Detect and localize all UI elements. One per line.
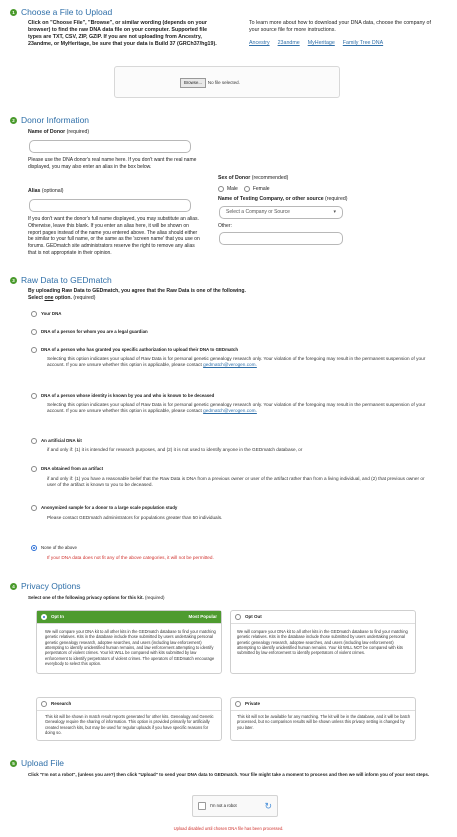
anonymized-desc: Please contact GEDmatch administrators for populations greater than 50 individuals. [47, 515, 223, 520]
radio-private[interactable] [235, 701, 241, 707]
private-header: Private [231, 698, 415, 711]
private-body: This kit will not be available for any matching. The kit will be in the database, and it will be batch processed, but no comparison results will be shown unless this privacy setting is changed by you later. [237, 714, 411, 730]
download-help-text: To learn more about how to download your DNA data, choose the company of your source file for more instructions. [249, 20, 431, 34]
research-body: This kit will be shown in match result reports generated for other kits. Genealogy and Genetic Genealogy require the sharing of information. This option is provided primarily for artificially created research kits, but may be used for regular uploads if you have specific reasons for doing so. [45, 714, 214, 735]
authorized-desc: Selecting this option indicates your upload of Raw Data is for personal genetic genealogy research only. Your violation of the foregoing may result in the permanent suspension of your account. If you are unsure whether this option is applicable, please contact gedmatch@verogen.com. [47, 356, 426, 368]
option-anonymized[interactable]: Anonymized sample for a donor to a large scale population study [31, 505, 177, 511]
chevron-down-icon: ▾ [333, 209, 336, 216]
radio-anonymized[interactable] [31, 505, 37, 511]
section-1-heading [10, 7, 112, 18]
privacy-card-research[interactable] [36, 697, 222, 741]
female-label: Female [252, 186, 270, 192]
option-artificial[interactable]: An artificial DNA kit [31, 438, 82, 444]
warrant-text: By uploading Raw Data to GEDmatch, you agree that the Raw Data is one of the following. Select one option. (required) [28, 288, 246, 301]
sex-options [218, 186, 270, 193]
company-select-placeholder: Select a Company or Source [226, 209, 290, 216]
option-legal-guardian[interactable]: DNA of a person for whom you are a legal guardian [31, 329, 148, 335]
section-3-title: Raw Data to GEDmatch [21, 275, 112, 285]
upload-intro: Click on "Choose File", "Browse", or similar wording (depends on your browser) to find the raw DNA data file on your computer. Supported file types are TXT, CSV, ZIP, GZIP. If you are not uploading from Ancestry, 23andme, or MyHeritage, be sure that your data is Build 37 (GRCh37/hg19). [28, 20, 217, 48]
recaptcha-logo-icon: ↻ [264, 800, 272, 811]
donor-name-input[interactable] [29, 140, 191, 153]
23andme-link[interactable]: 23andme [277, 40, 300, 46]
radio-opt-out[interactable] [235, 614, 241, 620]
recaptcha-checkbox[interactable] [198, 802, 206, 810]
radio-artifact[interactable] [31, 466, 37, 472]
step-5-badge: 5 [10, 760, 17, 767]
section-3-heading [10, 275, 112, 286]
opt-out-body: We will compare your DNA kit to all other kits in the GEDmatch database to find your matching genetic relatives. Kits in the database include those submitted by users undertaking personal genetic genealogy research, adoptee searches, and users (including law enforcement) attempting to identify unidentified human remains. Your kit WILL NOT be compared with kits submitted by law enforcement to identify perpetrators of violent crimes. [237, 629, 408, 656]
step-3-badge: 3 [10, 277, 17, 284]
other-label: Other: [218, 223, 232, 229]
option-artifact[interactable]: DNA obtained from an artifact [31, 466, 103, 472]
step-4-badge: 4 [10, 583, 17, 590]
upload-instructions: Click "I'm not a robot", (unless you are?) then click "Upload" to send your DNA data to GEDmatch. Your file might take a moment to process and then we will inform you of your next steps. [28, 772, 430, 777]
radio-your-dna[interactable] [31, 311, 37, 317]
browse-button[interactable]: Browse... [180, 78, 206, 88]
sex-label: Sex of Donor (recommended) [218, 175, 289, 181]
radio-opt-in[interactable] [41, 614, 47, 620]
other-source-input[interactable] [219, 232, 343, 245]
recaptcha-widget [192, 795, 278, 817]
deceased-desc: Selecting this option indicates your upload of Raw Data is for personal genetic genealogy research only. Your violation of the foregoing may result in the permanent suspension of your account. If you are unsure whether this option is applicable, please contact gedmatch@verogen.com. [47, 402, 426, 414]
opt-out-header: Opt Out [231, 611, 415, 624]
radio-deceased[interactable] [31, 393, 37, 399]
section-5-heading [10, 758, 64, 769]
radio-research[interactable] [41, 701, 47, 707]
alias-help: If you don't want the donor's full name displayed, you may substitute an alias. Otherwise, leave this blank. If you enter an alias here, it will be shown on report pages instead of the name you entered above. The alias should either be similar to your full name, or the same as the 'screen name' that you use on forums. GEDmatch site administrators reserve the right to remove any alias that is not appropriate in their opinion. [28, 216, 200, 256]
privacy-card-private[interactable] [230, 697, 416, 741]
upload-disabled-message: Upload disabled until chosen DNA file has been processed. [173, 826, 284, 831]
research-header: Research [37, 698, 221, 711]
section-1-title: Choose a File to Upload [21, 7, 113, 17]
most-popular-badge: Most Popular [188, 613, 217, 619]
male-radio[interactable] [218, 186, 224, 192]
artifact-desc: if and only if: (1) you have a reasonable belief that the Raw Data is DNA from a previous owner or user of the artifact rather than from a living individual, and (2) that previous owner or user of the artifact is known to you to be deceased. [47, 476, 425, 488]
donor-name-help: Please use the DNA donor's real name here. If you don't want the real name displayed, you may also enter an alias in the box below. [28, 157, 197, 170]
section-2-heading [10, 115, 89, 126]
email-link[interactable]: gedmatch@verogen.com. [203, 362, 257, 368]
option-your-dna[interactable]: Your DNA [31, 311, 61, 317]
alias-input[interactable] [29, 199, 191, 212]
female-radio[interactable] [244, 186, 250, 192]
alias-label: Alias (optional) [28, 188, 64, 194]
radio-legal-guardian[interactable] [31, 329, 37, 335]
none-warning: If your DNA data does not fit any of the above categories, it will not be permitted. [47, 555, 214, 560]
step-2-badge: 2 [10, 117, 17, 124]
radio-none[interactable] [31, 545, 37, 551]
privacy-card-opt-in[interactable] [36, 610, 222, 674]
opt-in-body: We will compare your DNA kit to all other kits in the GEDmatch database to find your matching genetic relatives. Kits in the database include those submitted by users undertaking personal genetic genealogy research, adoptee searches, and users (including law enforcement) attempting to identify unidentified human remains, and law enforcement attempting to identify perpetrators of violent crimes. Your kit WILL be compared with kits submitted by law enforcement to identify perpetrators of violent crimes. The operators of GEDmatch encourage everybody to select this option. [45, 629, 216, 666]
company-select[interactable] [219, 206, 343, 219]
myheritage-link[interactable]: MyHeritage [307, 40, 335, 46]
step-1-badge: 1 [10, 9, 17, 16]
familytreedna-link[interactable]: Family Tree DNA [342, 40, 384, 46]
recaptcha-label: I'm not a robot [210, 803, 237, 809]
file-input[interactable] [180, 78, 240, 88]
company-label: Name of Testing Company, or other source (required) [218, 196, 348, 202]
donor-name-label: Name of Donor (required) [28, 129, 90, 135]
male-label: Male [227, 186, 238, 192]
radio-artificial[interactable] [31, 438, 37, 444]
option-none[interactable]: None of the above [31, 545, 77, 551]
privacy-card-opt-out[interactable] [230, 610, 416, 674]
section-2-title: Donor Information [21, 115, 90, 125]
option-deceased[interactable]: DNA of a person whose identity is known by you and who is known to be deceased [31, 393, 214, 399]
section-5-title: Upload File [21, 758, 64, 768]
artificial-desc: if and only if: (1) it is intended for research purposes, and (2) it is not used to identify anyone in the GEDmatch database, or [47, 447, 303, 452]
email-link[interactable]: gedmatch@verogen.com. [203, 408, 257, 414]
option-authorized[interactable]: DNA of a person who has granted you specific authorization to upload their DNA to GEDmatch [31, 347, 238, 353]
no-file-label: No file selected. [207, 79, 240, 85]
file-drop-area [114, 66, 340, 98]
section-4-heading [10, 581, 81, 592]
privacy-prompt: Select one of the following privacy options for this kit. (required) [28, 595, 165, 600]
section-4-title: Privacy Options [21, 581, 81, 591]
opt-in-header: Opt In Most Popular [37, 611, 221, 624]
company-links [249, 40, 383, 47]
ancestry-link[interactable]: Ancestry [249, 40, 270, 46]
radio-authorized[interactable] [31, 347, 37, 353]
